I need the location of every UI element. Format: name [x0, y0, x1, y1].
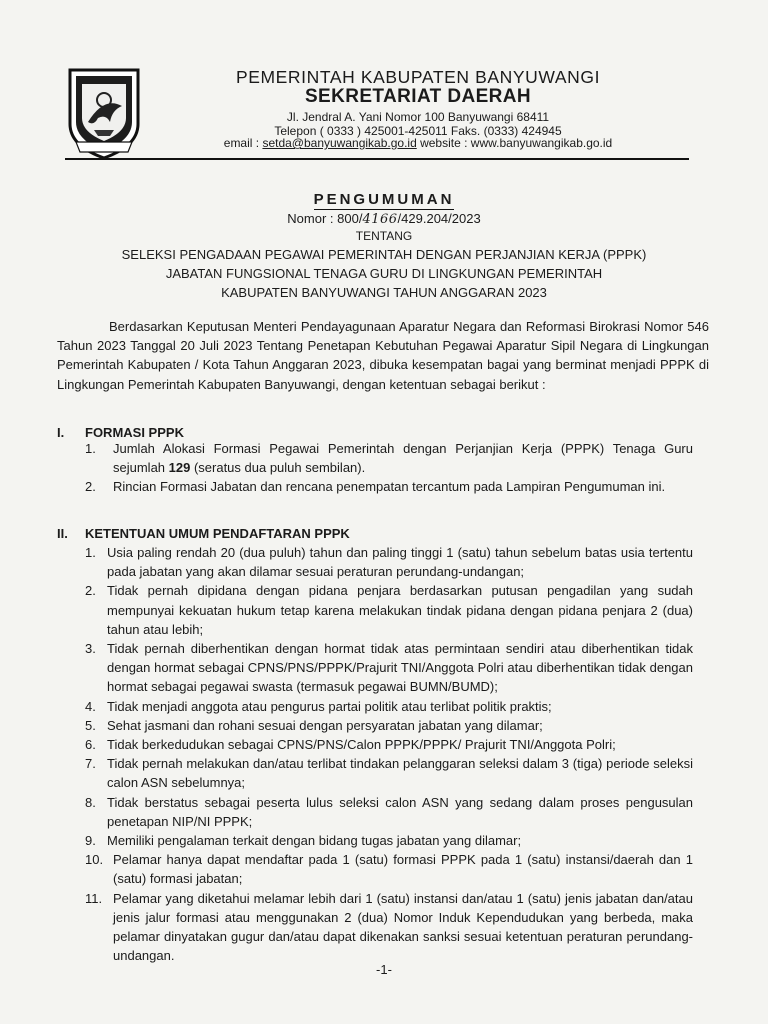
section-1-list — [85, 439, 693, 497]
email-link[interactable]: setda@banyuwangikab.go.id — [262, 136, 417, 150]
list-item: 8. Tidak berstatus sebagai peserta lulus seleksi calon ASN yang sedang dalam proses pengusulan penetapan NIP/NI PPPK; — [85, 794, 693, 829]
list-item: 1. Jumlah Alokasi Formasi Pegawai Pemerintah dengan Perjanjian Kerja (PPPK) Tenaga Guru sejumlah 129 (seratus dua puluh sembilan). — [85, 441, 693, 476]
tentang-label: TENTANG — [355, 229, 413, 243]
list-item: 11. Pelamar yang diketahui melamar lebih dari 1 (satu) instansi dan/atau 1 (satu) jenis jabatan dan/atau jenis jalur formasi atau menggunakan 2 (dua) Nomor Induk Kependudukan yang berbeda, maka pelamar dinyatakan gugur dan/atau dapat dikenakan sanksi sesuai ketentuan peraturan perundang-undangan. — [85, 890, 693, 964]
letterhead-office: SEKRETARIAT DAERAH — [304, 86, 532, 107]
subject-line-3: KABUPATEN BANYUWANGI TAHUN ANGGARAN 2023 — [221, 285, 547, 300]
list-item: 1. Usia paling rendah 20 (dua puluh) tahun dan paling tinggi 1 (satu) tahun sebelum batas usia tertentu pada jabatan yang akan dilamar sesuai peraturan perundang-undangan; — [85, 545, 693, 580]
website-label: website : — [420, 136, 468, 150]
letterhead-address: Jl. Jendral A. Yani Nomor 100 Banyuwangi 68411 — [286, 110, 550, 124]
list-item: 7. Tidak pernah melakukan dan/atau terlibat tindakan pelanggaran seleksi dalam 3 (tiga) periode seleksi calon ASN sebelumnya; — [85, 756, 693, 791]
list-item: 2. Rincian Formasi Jabatan dan rencana penempatan tercantum pada Lampiran Pengumuman ini. — [85, 479, 666, 495]
list-item: 2. Tidak pernah dipidana dengan pidana penjara berdasarkan putusan pengadilan yang sudah mempunyai kekuatan hukum tetap karena melakukan tindak pidana dengan pidana penjara 2 (dua) tahun atau lebih; — [85, 583, 693, 637]
list-item: 3. Tidak pernah diberhentikan dengan hormat tidak atas permintaan sendiri atau diberhentikan tidak dengan hormat sebagai CPNS/PNS/PPPK/Prajurit TNI/Anggota Polri atau diberhentikan tidak dengan hormat sebagai pegawai swasta (termasuk pegawai BUMN/BUMD); — [85, 641, 693, 695]
page-number: -1- — [376, 962, 392, 977]
letterhead-divider — [65, 158, 689, 160]
section-2-list — [85, 543, 693, 965]
subject-line-2: JABATAN FUNGSIONAL TENAGA GURU DI LINGKUNGAN PEMERINTAH — [165, 266, 603, 281]
coat-of-arms-logo — [62, 66, 146, 162]
website-link[interactable]: www.banyuwangikab.go.id — [470, 136, 613, 150]
letterhead-phone: Telepon ( 0333 ) 425001-425011 Faks. (0333) 424945 — [274, 124, 562, 138]
section-1-heading: I. FORMASI PPPK — [57, 425, 184, 440]
subject-line-1: SELEKSI PENGADAAN PEGAWAI PEMERINTAH DENGAN PERJANJIAN KERJA (PPPK) — [121, 247, 647, 262]
announcement-number: Nomor : 800/4166/429.204/2023 — [287, 211, 481, 227]
intro-paragraph: Berdasarkan Keputusan Menteri Pendayagunaan Aparatur Negara dan Reformasi Birokrasi Nomor 546 Tahun 2023 Tanggal 20 Juli 2023 Tentang Penetapan Kebutuhan Pegawai Aparatur Sipil Negara di Lingkungan Pemerintah Kabupaten / Kota Tahun Anggaran 2023, dibuka kesempatan bagai yang berminat menjadi PPPK di Lingkungan Pemerintah Kabupaten Banyuwangi, dengan ketentuan sebagai berikut : — [57, 319, 709, 392]
handwritten-number: 4166 — [362, 212, 398, 227]
list-item: 10. Pelamar hanya dapat mendaftar pada 1 (satu) formasi PPPK pada 1 (satu) instansi/daerah dan 1 (satu) formasi jabatan; — [85, 852, 693, 887]
announcement-heading: PENGUMUMAN — [313, 191, 455, 208]
email-label: email : — [223, 136, 260, 150]
letterhead-contact — [150, 136, 686, 150]
section-2-heading: II. KETENTUAN UMUM PENDAFTARAN PPPK — [57, 526, 350, 541]
list-item: 6. Tidak berkedudukan sebagai CPNS/PNS/Calon PPPK/PPPK/ Prajurit TNI/Anggota Polri; — [85, 737, 616, 753]
list-item: 9. Memiliki pengalaman terkait dengan bidang tugas jabatan yang dilamar; — [85, 833, 522, 849]
list-item: 4. Tidak menjadi anggota atau pengurus partai politik atau terlibat politik praktis; — [85, 698, 552, 714]
letterhead-government: PEMERINTAH KABUPATEN BANYUWANGI — [235, 67, 601, 87]
list-item: 5. Sehat jasmani dan rohani sesuai dengan persyaratan jabatan yang dilamar; — [85, 717, 543, 733]
